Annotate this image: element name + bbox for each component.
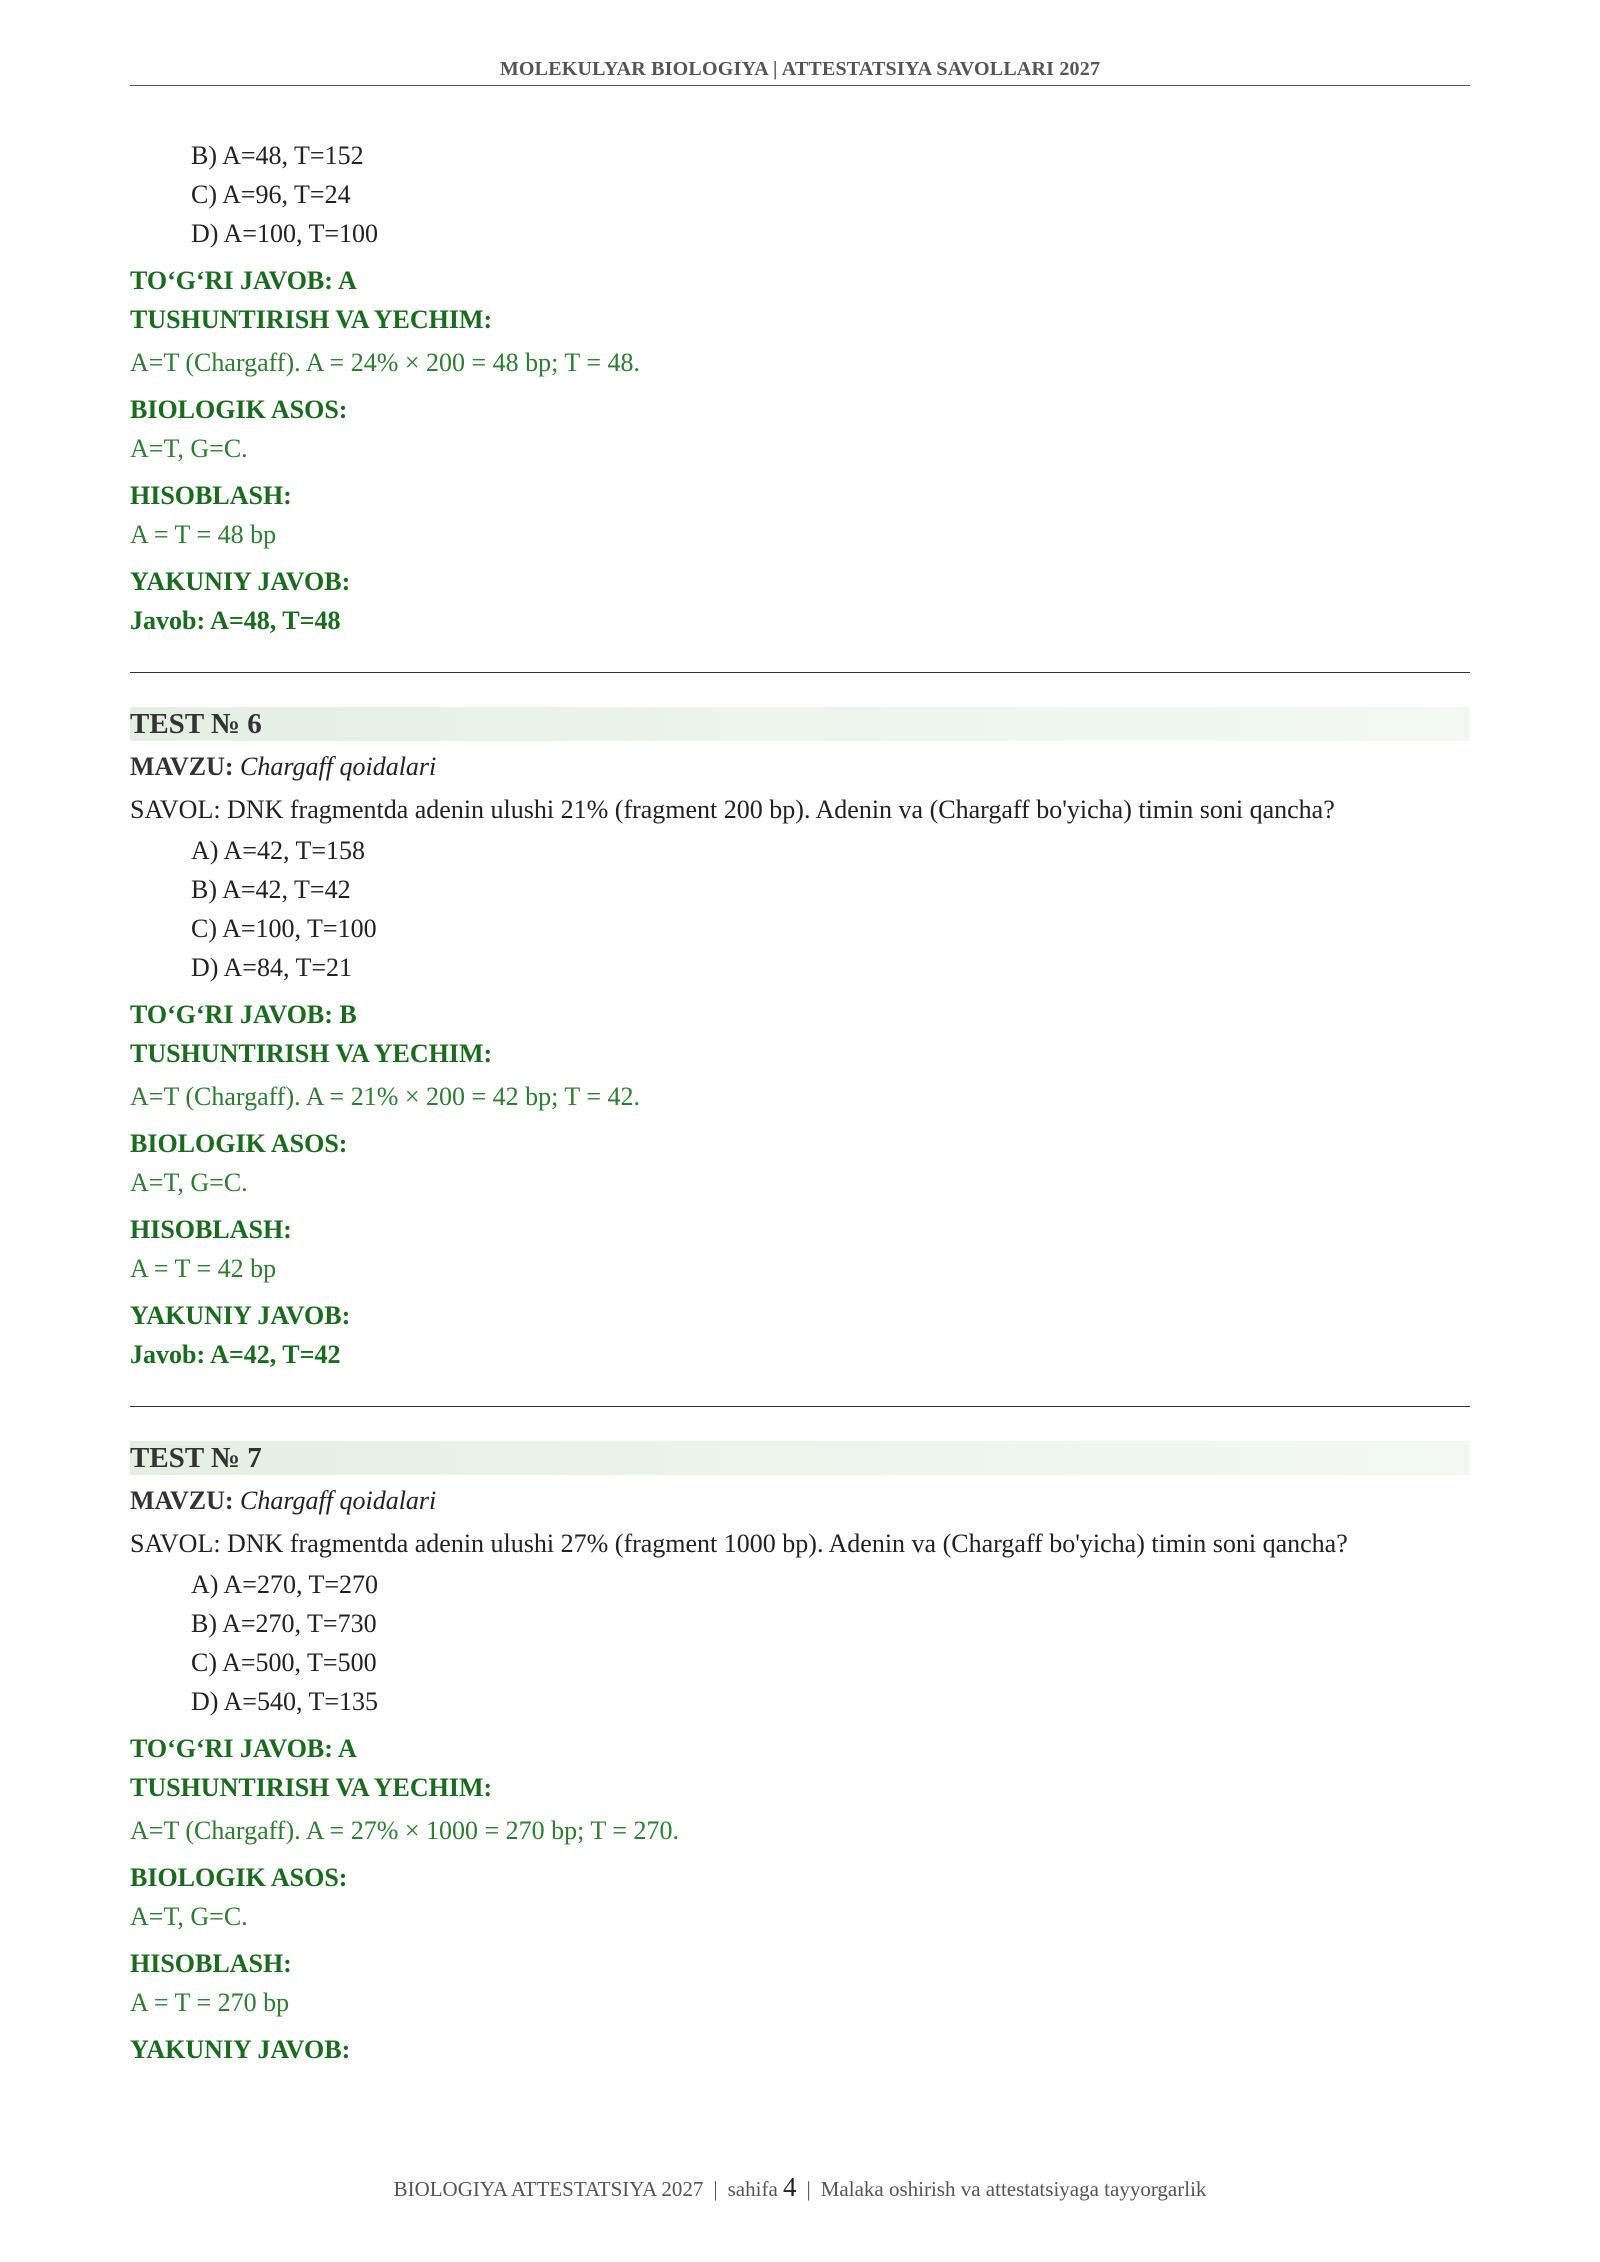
calculation-heading: HISOBLASH:: [130, 1215, 292, 1244]
topic-label: MAVZU:: [130, 1486, 234, 1515]
explanation-text: A=T (Chargaff). A = 21% × 200 = 42 bp; T = 42.: [130, 1082, 641, 1111]
calculation-heading: HISOBLASH:: [130, 481, 292, 510]
option-b: B) A=48, T=152: [191, 141, 364, 170]
topic-value: Chargaff qoidalari: [240, 1486, 437, 1515]
page-footer: [0, 2172, 1600, 2203]
option-a: A) A=270, T=270: [191, 1570, 379, 1599]
previous-test-tail: [130, 136, 1470, 640]
biological-basis-text: A=T, G=C.: [130, 1168, 248, 1197]
topic-label: MAVZU:: [130, 752, 234, 781]
test-title: TEST № 7: [130, 1441, 1470, 1475]
topic-value: Chargaff qoidalari: [240, 752, 437, 781]
test-block-6: [130, 707, 1470, 1374]
explanation-text: A=T (Chargaff). A = 24% × 200 = 48 bp; T = 48.: [130, 348, 641, 377]
topic-line: [130, 1481, 1470, 1520]
test-block-7: [130, 1441, 1470, 2069]
calculation-text: A = T = 48 bp: [130, 520, 277, 549]
footer-title: BIOLOGIYA ATTESTATSIYA 2027: [393, 2177, 704, 2201]
option-b: B) A=270, T=730: [191, 1609, 377, 1638]
footer-separator: |: [806, 2177, 811, 2201]
option-b: B) A=42, T=42: [191, 875, 351, 904]
correct-answer: TO‘G‘RI JAVOB: A: [130, 1734, 357, 1763]
test-title: TEST № 6: [130, 707, 1470, 741]
biological-basis-text: A=T, G=C.: [130, 434, 248, 463]
biological-basis-text: A=T, G=C.: [130, 1902, 248, 1931]
final-answer-heading: YAKUNIY JAVOB:: [130, 567, 351, 596]
explanation-heading: TUSHUNTIRISH VA YECHIM:: [130, 305, 493, 334]
final-answer-text: Javob: A=42, T=42: [130, 1340, 341, 1369]
section-divider: [130, 1406, 1470, 1407]
biological-basis-heading: BIOLOGIK ASOS:: [130, 1863, 348, 1892]
question-text: SAVOL: DNK fragmentda adenin ulushi 27% (fragment 1000 bp). Adenin va (Chargaff bo'yicha) timin soni qancha?: [130, 1529, 1348, 1558]
running-header: MOLEKULYAR BIOLOGIYA | ATTESTATSIYA SAVOLLARI 2027: [130, 58, 1470, 86]
option-c: C) A=100, T=100: [191, 914, 377, 943]
calculation-text: A = T = 42 bp: [130, 1254, 277, 1283]
topic-line: [130, 747, 1470, 786]
explanation-heading: TUSHUNTIRISH VA YECHIM:: [130, 1773, 493, 1802]
option-c: C) A=500, T=500: [191, 1648, 377, 1677]
final-answer-heading: YAKUNIY JAVOB:: [130, 1301, 351, 1330]
option-d: D) A=84, T=21: [191, 953, 353, 982]
final-answer-text: Javob: A=48, T=48: [130, 606, 341, 635]
page-content: [130, 136, 1470, 2069]
question-text: SAVOL: DNK fragmentda adenin ulushi 21% (fragment 200 bp). Adenin va (Chargaff bo'yicha) timin soni qancha?: [130, 795, 1335, 824]
biological-basis-heading: BIOLOGIK ASOS:: [130, 1129, 348, 1158]
final-answer-heading: YAKUNIY JAVOB:: [130, 2035, 351, 2064]
option-d: D) A=100, T=100: [191, 219, 379, 248]
section-divider: [130, 672, 1470, 673]
footer-page-label: sahifa: [727, 2177, 778, 2201]
option-c: C) A=96, T=24: [191, 180, 351, 209]
calculation-text: A = T = 270 bp: [130, 1988, 290, 2017]
footer-subtitle: Malaka oshirish va attestatsiyaga tayyorgarlik: [820, 2177, 1207, 2201]
option-a: A) A=42, T=158: [191, 836, 366, 865]
correct-answer: TO‘G‘RI JAVOB: B: [130, 1000, 357, 1029]
option-d: D) A=540, T=135: [191, 1687, 379, 1716]
footer-separator: |: [713, 2177, 718, 2201]
explanation-text: A=T (Chargaff). A = 27% × 1000 = 270 bp; T = 270.: [130, 1816, 680, 1845]
correct-answer: TO‘G‘RI JAVOB: A: [130, 266, 357, 295]
biological-basis-heading: BIOLOGIK ASOS:: [130, 395, 348, 424]
calculation-heading: HISOBLASH:: [130, 1949, 292, 1978]
page-number: 4: [783, 2172, 797, 2202]
explanation-heading: TUSHUNTIRISH VA YECHIM:: [130, 1039, 493, 1068]
